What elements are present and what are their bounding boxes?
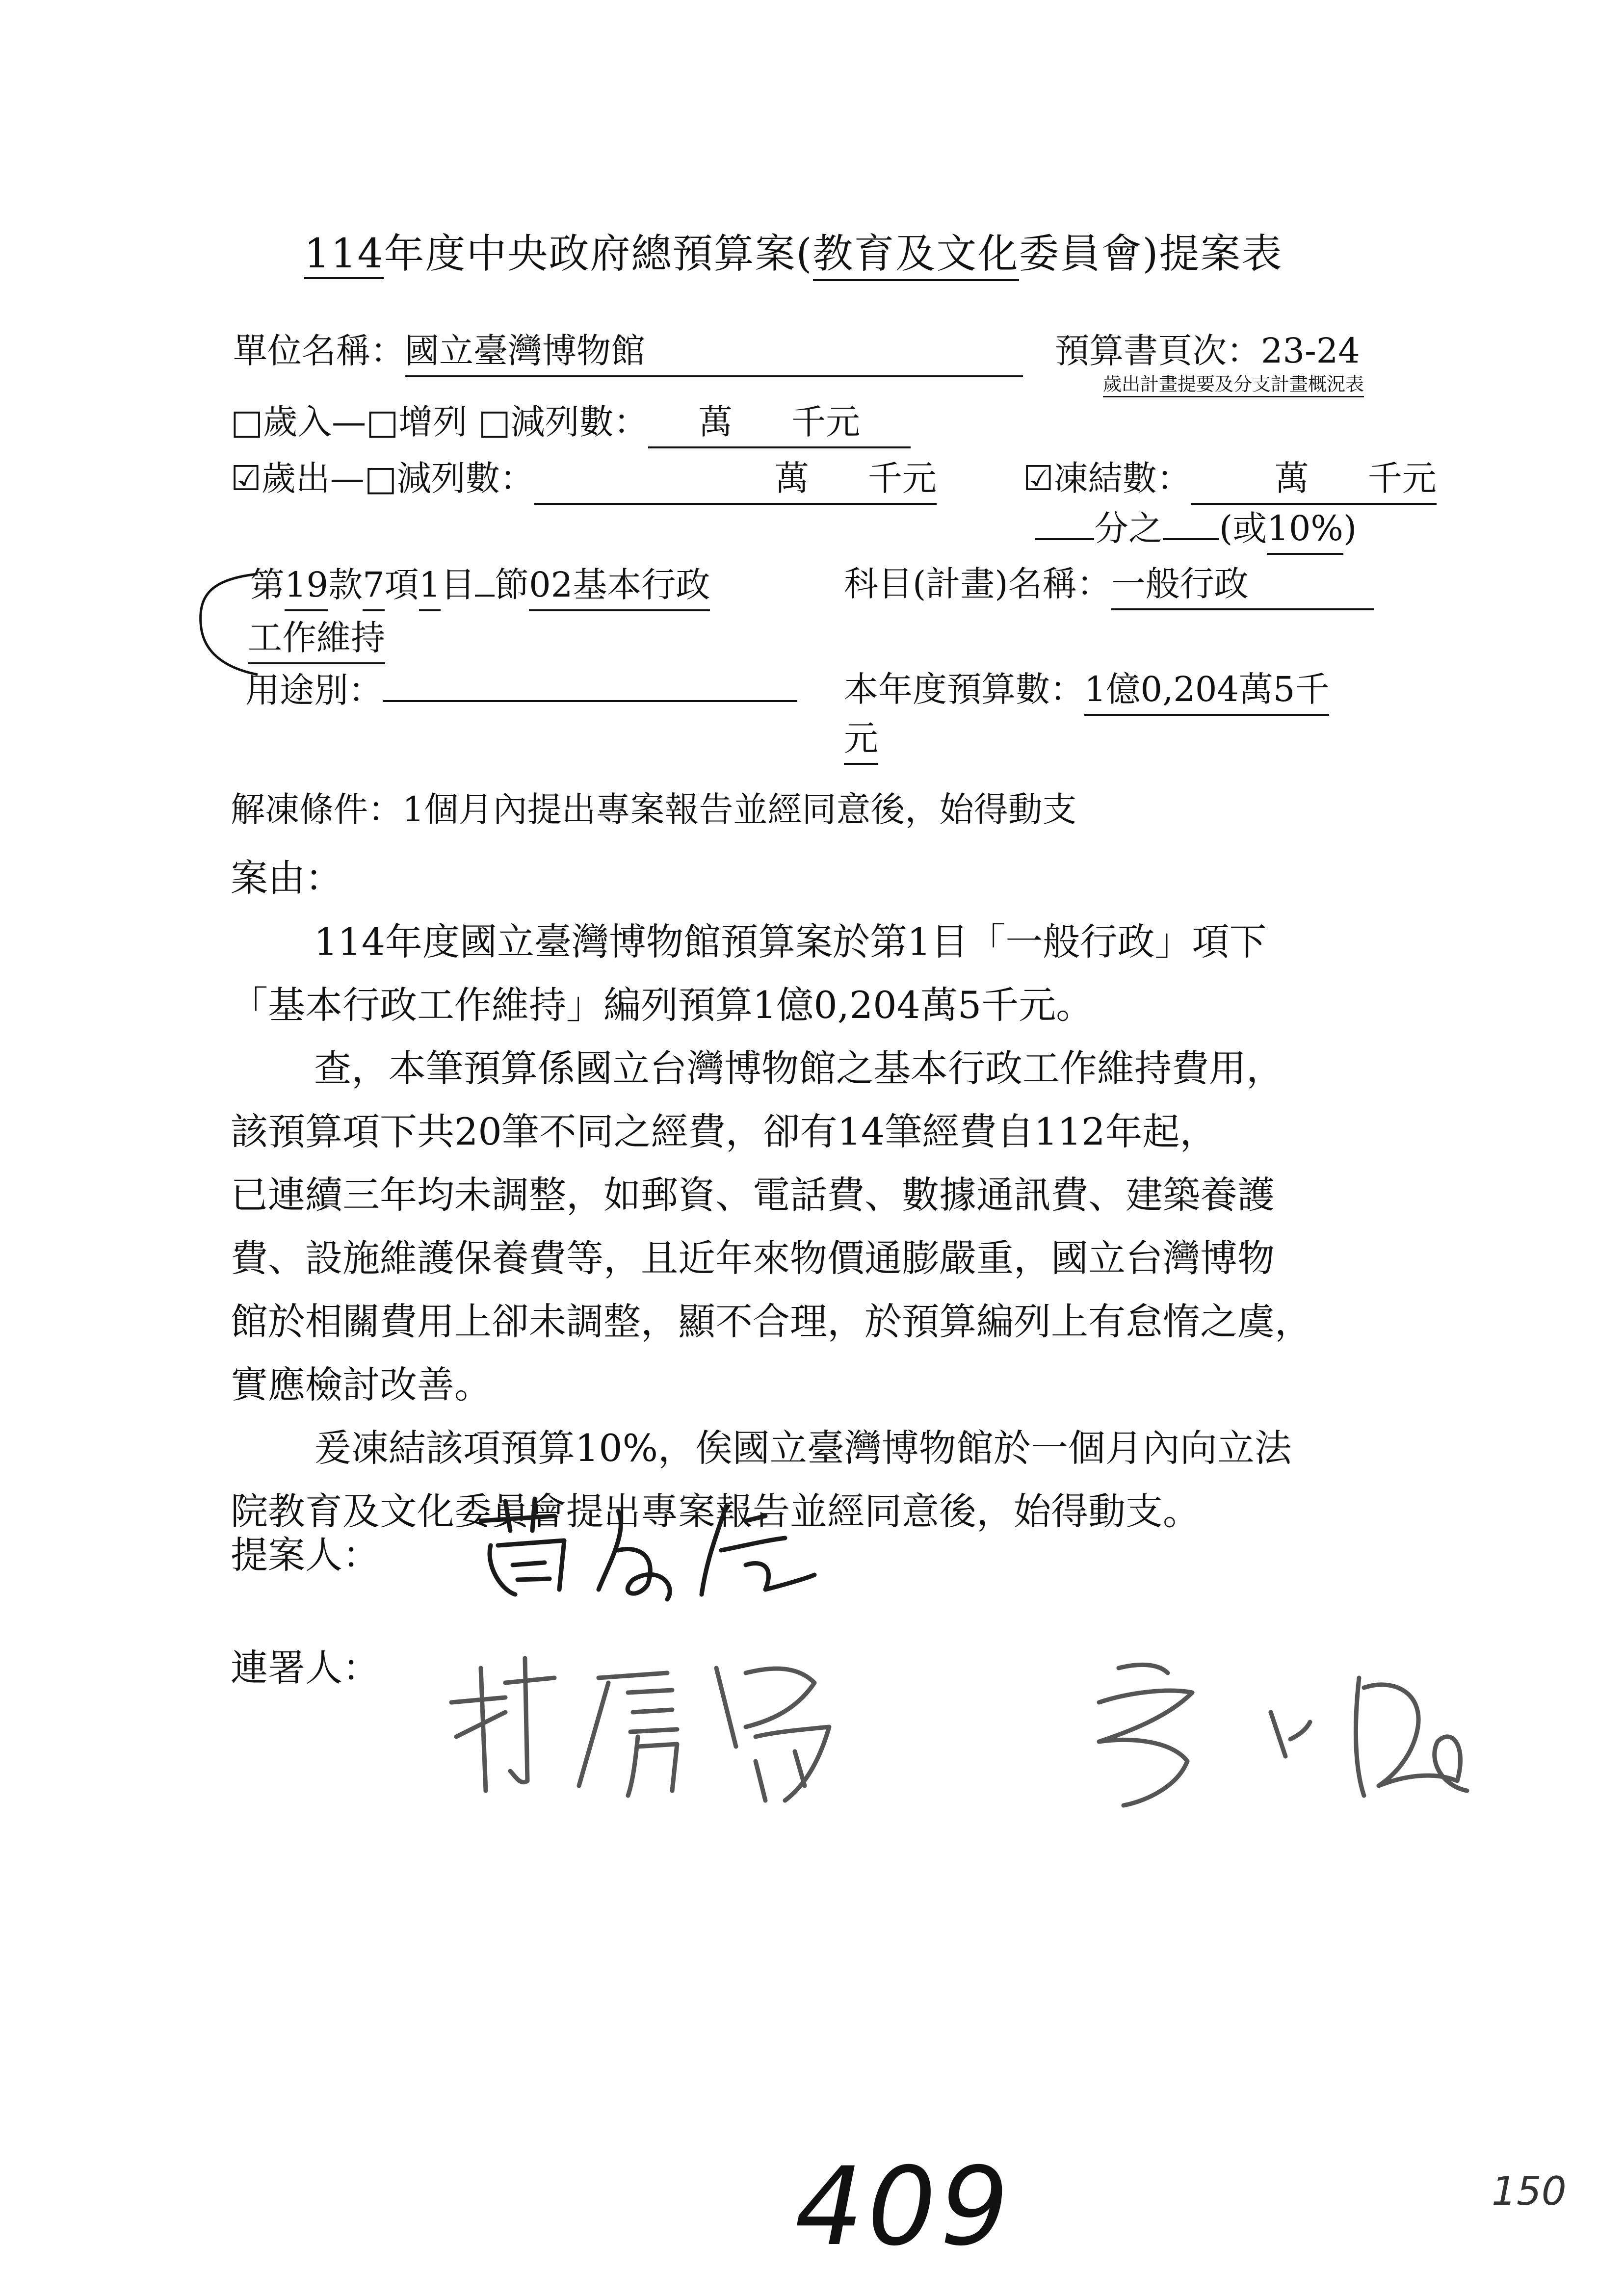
- budget-amount-line1: 1億0,204萬5千: [1084, 665, 1329, 716]
- budget-amount-row: [844, 665, 1329, 716]
- revenue-wan: 萬: [698, 402, 733, 442]
- budget-amount-label: 本年度預算數：: [844, 669, 1084, 709]
- cosigner-signature-2: [1079, 1648, 1496, 1825]
- freeze-qian: 千元: [1367, 458, 1437, 498]
- cls-program-line2: 工作維持: [248, 613, 385, 664]
- reason-p2-l3: 已連續三年均未調整，如郵資、電話費、數據通訊費、建築養護: [231, 1173, 1275, 1217]
- cls-di: 第: [250, 565, 285, 605]
- budget-page-note: 歲出計畫提要及分支計畫概況表: [1103, 369, 1364, 397]
- freeze-label: ☑凍結數：: [1023, 458, 1191, 498]
- unit-label: 單位名稱：: [233, 331, 405, 371]
- cosigner-label: 連署人：: [231, 1646, 380, 1690]
- reason-body: [231, 910, 1467, 1543]
- form-title: [304, 222, 1283, 281]
- expense-qian: 千元: [867, 458, 937, 498]
- fraction-fen-zhi: 分之: [1094, 508, 1163, 548]
- handwritten-page-number: 409: [795, 2144, 1013, 2270]
- condition-value: 1個月內提出專案報告並經同意後，始得動支: [402, 789, 1077, 830]
- usage-row: [245, 665, 797, 715]
- reason-label: 案由：: [231, 856, 342, 900]
- fraction-or: (或: [1219, 508, 1267, 548]
- budget-page-ref: 預算書頁次：23-24: [1055, 331, 1360, 371]
- reason-p1-l1: 114年度國立臺灣博物館預算案於第1目「一般行政」項下: [314, 920, 1267, 964]
- subject-row: [844, 559, 1374, 610]
- budget-amount-line2: 元: [844, 714, 878, 765]
- proposer-signature: [471, 1491, 854, 1609]
- revenue-text: □歲入—□增列 □減列數：: [231, 402, 648, 442]
- title-part1: 年度中央政府總預算案(: [384, 231, 813, 277]
- classification-row: [250, 559, 710, 611]
- unit-row: [233, 326, 1023, 377]
- reason-p2-l6: 實應檢討改善。: [231, 1363, 492, 1407]
- cls-mu: 1: [419, 560, 441, 611]
- freeze-wan: 萬: [1274, 458, 1309, 498]
- condition-label: 解凍條件：: [231, 789, 402, 830]
- cls-program-line2-wrap: [248, 613, 385, 664]
- cls-kuan: 19: [285, 560, 328, 611]
- cls-xiang: 7: [363, 560, 385, 611]
- budget-amount-line2-wrap: [844, 714, 878, 765]
- cls-jie-label: 節: [495, 565, 529, 605]
- reason-p3-l1: 爰凍結該項預算10%，俟國立臺灣博物館於一個月內向立法: [314, 1426, 1292, 1470]
- subject-label: 科目(計畫)名稱：: [844, 564, 1111, 604]
- cosigner-signature-1: [442, 1639, 883, 1815]
- expense-text: ☑歲出—□減列數：: [231, 458, 534, 498]
- cls-program-line1: 基本行政: [573, 560, 710, 611]
- cls-mu-label: 目: [441, 565, 475, 605]
- expense-wan: 萬: [774, 458, 809, 498]
- reason-p1-l2: 「基本行政工作維持」編列預算1億0,204萬5千元。: [231, 983, 1094, 1027]
- title-committee: 教育及文化: [813, 222, 1019, 281]
- reason-p2-l1: 查，本筆預算係國立台灣博物館之基本行政工作維持費用，: [314, 1046, 1283, 1090]
- reason-p2-l2: 該預算項下共20筆不同之經費，卻有14筆經費自112年起，: [231, 1110, 1217, 1153]
- condition-row: [231, 785, 1077, 834]
- proposer-label: 提案人：: [231, 1533, 380, 1577]
- fraction-row: [1035, 503, 1357, 555]
- usage-label: 用途別：: [245, 670, 383, 710]
- subject-value: 一般行政: [1111, 559, 1374, 610]
- revenue-qian: 千元: [791, 402, 861, 442]
- title-year: 114: [304, 231, 384, 279]
- revenue-row: [231, 397, 911, 448]
- fraction-percent: 10%: [1267, 504, 1343, 555]
- handwritten-corner-number: 150: [1492, 2168, 1567, 2214]
- fraction-close: ): [1343, 508, 1357, 548]
- expense-row: [231, 454, 937, 505]
- reason-p3-l2: 院教育及文化委員會提出專案報告並經同意後，始得動支。: [231, 1489, 1200, 1533]
- cls-xiang-label: 項: [384, 565, 419, 605]
- cls-kuan-label: 款: [328, 565, 363, 605]
- title-part2: 委員會)提案表: [1019, 231, 1283, 277]
- cls-jie: 02: [529, 560, 573, 611]
- unit-value: 國立臺灣博物館: [405, 326, 1023, 377]
- reason-p2-l5: 館於相關費用上卻未調整，顯不合理，於預算編列上有怠惰之虞，: [231, 1300, 1312, 1343]
- freeze-row: [1023, 454, 1437, 505]
- reason-p2-l4: 費、設施維護保養費等，且近年來物價通膨嚴重，國立台灣博物: [231, 1236, 1275, 1280]
